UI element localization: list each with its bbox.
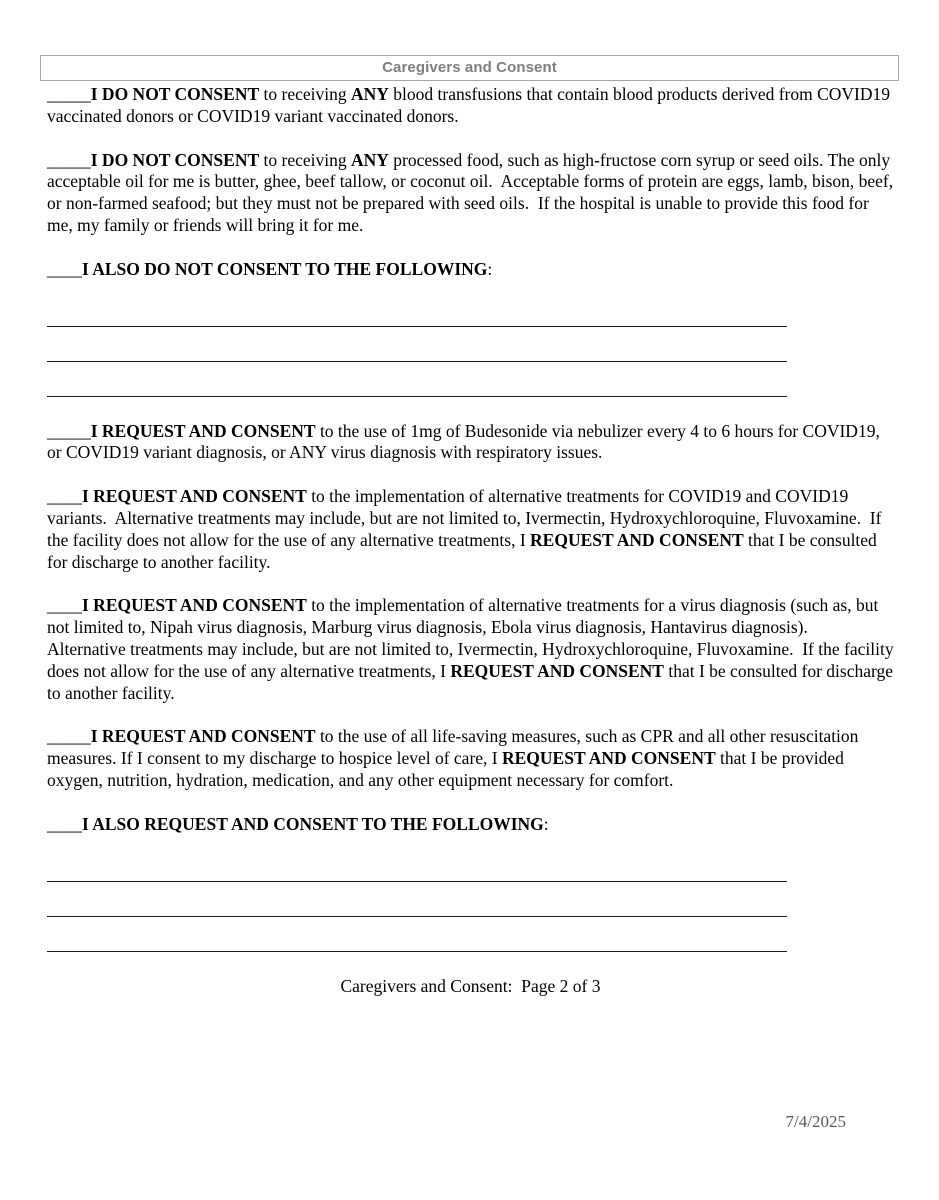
text-run: to receiving [259,84,351,104]
fill-in-lines-group [47,303,894,397]
text-run: _____ [47,726,91,747]
text-run: ____ [47,595,82,616]
text-run: ____ [47,258,82,279]
fill-in-line [47,928,787,952]
text-run: : [487,258,493,279]
fill-in-line [47,858,787,882]
bold-text-run: I DO NOT CONSENT [90,149,260,170]
text-run: to the use of all life-saving measures, such as CPR and all other resuscitation measures. If I consent to my discharge to hospice level of care, I [47,726,863,769]
text-run: to the use of 1mg of Budesonide via nebulizer every 4 to 6 hours for COVID19, or COVID19 variant diagnosis, or ANY virus diagnosis with respiratory issues. [47,420,885,463]
bold-text-run: I ALSO REQUEST AND CONSENT TO THE FOLLOWING [82,813,544,834]
paragraph [47,84,894,128]
fill-in-line [47,893,787,917]
bold-text-run: I REQUEST AND CONSENT [90,420,316,441]
paragraph [47,149,898,237]
paragraph [47,486,894,573]
bold-text-run: I REQUEST AND CONSENT [82,486,307,507]
fill-in-line [47,338,787,362]
bold-text-run: I ALSO DO NOT CONSENT TO THE FOLLOWING [82,258,488,279]
fill-in-line [47,303,787,327]
bold-text-run: REQUEST AND CONSENT [502,748,716,769]
bold-text-run: ANY [351,84,389,104]
text-run: processed food, such as high-fructose corn syrup or seed oils. The only acceptable oil for me is butter, ghee, beef tallow, or coconut oil. Acceptable forms of protein are eggs, lamb, bison, beef, or non-farmed seafood; but they must not be prepared with seed oils. If the hospital is unable to provide this food for me, my family or friends will bring it for me. [47,149,898,235]
bold-text-run: I REQUEST AND CONSENT [90,726,316,747]
bold-text-run: REQUEST AND CONSENT [450,660,664,681]
text-run: to the implementation of alternative treatments for COVID19 and COVID19 variants. Alternative treatments may include, but are not limited to, Ivermectin, Hydroxychloroquine, Fluvoxamine. If the facility does not allow for the use of any alternative treatments, I [47,486,886,550]
date-stamp: 7/4/2025 [785,1112,846,1131]
text-run: ____ [47,486,82,507]
document-body [47,84,898,952]
text-run: _____ [47,149,91,170]
text-run: that I be consulted for discharge to another facility. [47,529,882,572]
text-run: blood transfusions that contain blood products derived from COVID19 vaccinated donors or COVID19 variant vaccinated donors. [47,84,895,126]
paragraph [47,595,898,704]
page-footer-label: Caregivers and Consent: Page 2 of 3 [340,975,601,996]
paragraph [47,259,894,281]
text-run: to receiving [259,149,351,170]
paragraph [47,421,894,465]
fill-in-line [47,373,787,397]
document-title-box [40,55,899,81]
bold-text-run: ANY [351,149,389,170]
text-run: that I be consulted for discharge to another facility. [47,660,898,703]
paragraph [47,726,894,791]
bold-text-run: I DO NOT CONSENT [90,84,260,104]
text-run: ____ [47,813,82,834]
text-run: : [543,813,549,834]
fill-in-lines-group [47,858,894,952]
document-title: Caregivers and Consent [382,59,557,76]
text-run: _____ [47,420,91,441]
bold-text-run: REQUEST AND CONSENT [530,529,744,550]
text-run: that I be provided oxygen, nutrition, hydration, medication, and any other equipment necessary for comfort. [47,748,849,790]
bold-text-run: I REQUEST AND CONSENT [82,595,307,616]
text-run: _____ [47,84,91,104]
text-run: to the implementation of alternative treatments for a virus diagnosis (such as, but not limited to, Nipah virus diagnosis, Marburg virus diagnosis, Ebola virus diagnosis, Hantavirus diagnosis). Alternative treatments may include, but are not limited to, Ivermectin, Hydroxychloroquine, Fluvoxamine. If the facility does not allow for the use of any alternative treatments, I [47,595,898,681]
paragraph [47,814,894,836]
